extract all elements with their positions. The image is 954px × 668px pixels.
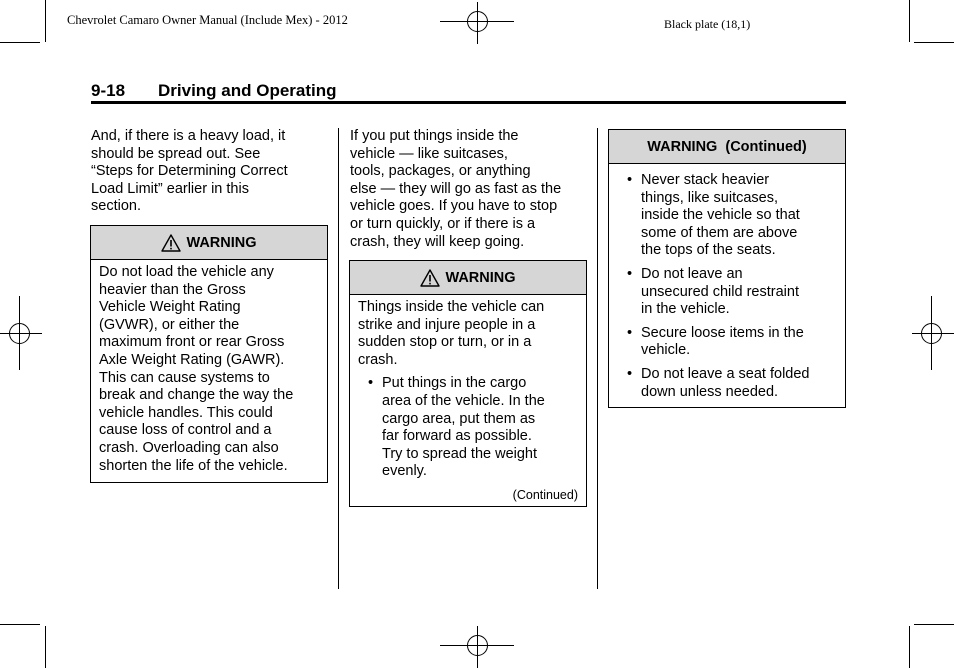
text-line: • Never stack heavier bbox=[641, 172, 770, 188]
text-line: Try to spread the weight bbox=[382, 445, 538, 462]
crop-mark bbox=[45, 0, 46, 42]
text-line: If you put things inside the bbox=[350, 128, 519, 144]
warning-box bbox=[349, 260, 587, 507]
column-divider bbox=[597, 128, 598, 589]
warning-triangle-icon bbox=[161, 234, 181, 252]
list-item bbox=[617, 172, 837, 260]
warning-header bbox=[350, 261, 586, 295]
list-item bbox=[358, 375, 578, 481]
registration-mark-icon bbox=[912, 296, 954, 370]
text-line: in the vehicle. bbox=[641, 301, 730, 318]
text-line: And, if there is a heavy load, it bbox=[91, 128, 286, 144]
warning-label: WARNING bbox=[186, 234, 257, 251]
manual-title: Chevrolet Camaro Owner Manual (Include Mex) - 2012 bbox=[67, 13, 348, 27]
registration-mark-icon bbox=[440, 2, 514, 44]
crop-mark bbox=[914, 42, 954, 43]
warning-header bbox=[609, 130, 845, 164]
heading-rule bbox=[91, 101, 846, 104]
text-line: strike and injure people in a bbox=[358, 316, 536, 333]
section-title: Driving and Operating bbox=[158, 81, 337, 100]
text-line: should be spread out. See bbox=[91, 145, 261, 162]
crop-mark bbox=[45, 626, 46, 668]
warning-body bbox=[350, 295, 586, 511]
text-line: area of the vehicle. In the bbox=[382, 392, 545, 409]
text-line: break and change the way the bbox=[99, 387, 294, 404]
warning-label: WARNING (Continued) bbox=[647, 138, 807, 155]
text-line: heavier than the Gross bbox=[99, 281, 246, 298]
warning-triangle-icon bbox=[420, 269, 440, 287]
text-line: • Do not leave an bbox=[641, 265, 743, 282]
text-line: or turn quickly, or if there is a bbox=[350, 215, 536, 232]
text-line: crash. bbox=[358, 351, 398, 368]
text-line: vehicle handles. This could bbox=[99, 404, 273, 421]
text-line: the tops of the seats. bbox=[641, 242, 776, 259]
list-item bbox=[617, 366, 837, 401]
continued-label: (Continued) bbox=[512, 487, 578, 502]
text-line: tools, packages, or anything bbox=[350, 163, 531, 180]
text-line: things, like suitcases, bbox=[641, 189, 779, 206]
warning-body bbox=[609, 164, 845, 413]
text-line: evenly. bbox=[382, 463, 427, 480]
text-line: Axle Weight Rating (GAWR). bbox=[99, 351, 285, 368]
text-line: This can cause systems to bbox=[99, 369, 270, 386]
bullet-list bbox=[358, 375, 578, 481]
text-line: some of them are above bbox=[641, 224, 798, 241]
text-line: sudden stop or turn, or in a bbox=[358, 334, 532, 351]
registration-mark-icon bbox=[0, 296, 42, 370]
bullet-list bbox=[617, 172, 837, 401]
text-line: section. bbox=[91, 198, 141, 215]
column-2-paragraph bbox=[350, 128, 590, 251]
text-line: “Steps for Determining Correct bbox=[91, 163, 288, 180]
plate-label: Black plate (18,1) bbox=[664, 17, 751, 31]
text-line: crash, they will keep going. bbox=[350, 233, 525, 250]
text-line: far forward as possible. bbox=[382, 428, 532, 445]
text-line: inside the vehicle so that bbox=[641, 207, 800, 224]
warning-header bbox=[91, 226, 327, 260]
crop-mark bbox=[914, 624, 954, 625]
text-line: vehicle — like suitcases, bbox=[350, 145, 508, 162]
text-line: (GVWR), or either the bbox=[99, 316, 240, 333]
text-line: maximum front or rear Gross bbox=[99, 334, 285, 351]
text-line: unsecured child restraint bbox=[641, 283, 799, 300]
text-line: • Do not leave a seat folded bbox=[641, 365, 810, 382]
list-item bbox=[617, 325, 837, 360]
warning-body bbox=[91, 260, 327, 481]
warning-box bbox=[90, 225, 328, 483]
text-line: • Put things in the cargo bbox=[382, 375, 527, 392]
text-line: • Secure loose items in the bbox=[641, 324, 804, 341]
text-line: cause loss of control and a bbox=[99, 422, 272, 439]
warning-box bbox=[608, 129, 846, 408]
text-line: else — they will go as fast as the bbox=[350, 180, 562, 197]
list-item bbox=[617, 266, 837, 319]
text-line: shorten the life of the vehicle. bbox=[99, 457, 288, 474]
crop-mark bbox=[909, 626, 910, 668]
text-line: Things inside the vehicle can bbox=[358, 299, 545, 315]
text-line: Do not load the vehicle any bbox=[99, 264, 274, 280]
text-line: Load Limit” earlier in this bbox=[91, 180, 249, 197]
column-divider bbox=[338, 128, 339, 589]
crop-mark bbox=[0, 42, 40, 43]
crop-mark bbox=[909, 0, 910, 42]
warning-label: WARNING bbox=[445, 269, 516, 286]
text-line: down unless needed. bbox=[641, 383, 779, 400]
page-number: 9-18 bbox=[91, 81, 126, 100]
text-line: vehicle goes. If you have to stop bbox=[350, 198, 558, 215]
column-1-paragraph bbox=[91, 128, 326, 216]
crop-mark bbox=[0, 624, 40, 625]
text-line: cargo area, put them as bbox=[382, 410, 536, 427]
text-line: crash. Overloading can also bbox=[99, 439, 279, 456]
text-line: vehicle. bbox=[641, 342, 691, 359]
text-line: Vehicle Weight Rating bbox=[99, 299, 241, 316]
registration-mark-icon bbox=[440, 626, 514, 668]
